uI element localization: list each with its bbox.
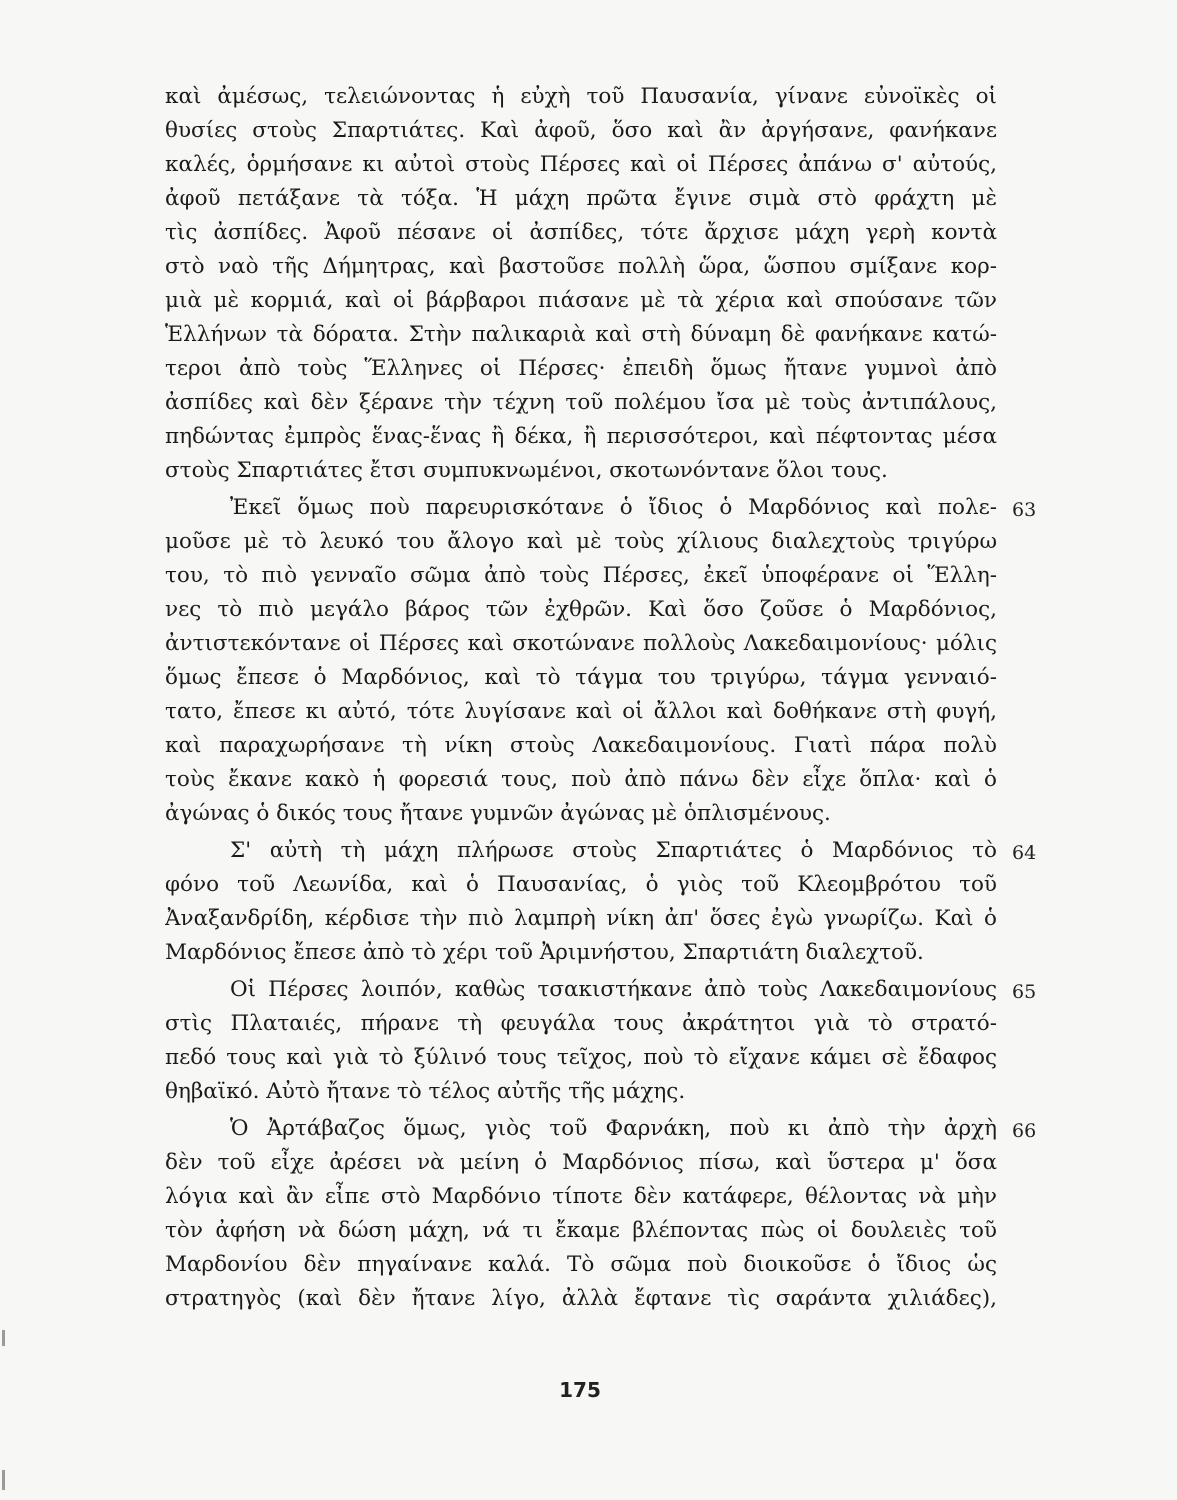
scan-edge-mark	[2, 1470, 5, 1490]
text-line: του, τὸ πιὸ γενναῖο σῶμα ἀπὸ τοὺς Πέρσες, ἐκεῖ ὑποφέρανε οἱ Ἕλλη-	[165, 563, 997, 588]
text-line: θηβαϊκό. Αὐτὸ ἤτανε τὸ τέλος αὐτῆς τῆς μάχης.	[165, 1079, 686, 1104]
text-line: στοὺς Σπαρτιάτες ἔτσι συμπυκνωμένοι, σκοτωνόντανε ὅλοι τους.	[165, 458, 888, 483]
text-line: στὶς Πλαταιές, πήρανε τὴ φευγάλα τους ἀκράτητοι γιὰ τὸ στρατό-	[165, 1011, 997, 1036]
text-line: Μαρδονίου δὲν πηγαίνανε καλά. Τὸ σῶμα ποὺ διοικοῦσε ὁ ἴδιος ὡς	[165, 1252, 997, 1277]
text-line: φόνο τοῦ Λεωνίδα, καὶ ὁ Παυσανίας, ὁ γιὸς τοῦ Κλεομβρότου τοῦ	[165, 872, 997, 897]
text-line: Ὁ Ἀρτάβαζος ὅμως, γιὸς τοῦ Φαρνάκη, ποὺ κι ἀπὸ τὴν ἀρχὴ	[230, 1116, 997, 1141]
text-line: μοῦσε μὲ τὸ λευκό του ἄλογο καὶ μὲ τοὺς χίλιους διαλεχτοὺς τριγύρω	[165, 529, 997, 554]
text-line: τατο, ἔπεσε κι αὐτό, τότε λυγίσανε καὶ οἱ ἄλλοι καὶ δοθήκανε στὴ φυγή,	[165, 699, 997, 724]
text-line: δὲν τοῦ εἶχε ἀρέσει νὰ μείνη ὁ Μαρδόνιος πίσω, καὶ ὕστερα μ' ὅσα	[165, 1150, 997, 1175]
text-line: στρατηγὸς (καὶ δὲν ἤτανε λίγο, ἀλλὰ ἔφτανε τὶς σαράντα χιλιάδες),	[165, 1286, 997, 1311]
text-line: καὶ ἀμέσως, τελειώνοντας ἡ εὐχὴ τοῦ Παυσανία, γίνανε εὐνοϊκὲς οἱ	[165, 84, 997, 109]
text-line: Μαρδόνιος ἔπεσε ἀπὸ τὸ χέρι τοῦ Ἀριμνήστου, Σπαρτιάτη διαλεχτοῦ.	[165, 940, 924, 965]
text-line: ἀγώνας ὁ δικός τους ἤτανε γυμνῶν ἀγώνας μὲ ὁπλισμένους.	[165, 801, 831, 826]
text-line: λόγια καὶ ἂν εἶπε στὸ Μαρδόνιο τίποτε δὲν κατάφερε, θέλοντας νὰ μὴν	[165, 1184, 997, 1209]
text-line: τοὺς ἔκανε κακὸ ἡ φορεσιά τους, ποὺ ἀπὸ πάνω δὲν εἶχε ὅπλα· καὶ ὁ	[165, 767, 997, 792]
section-number: 65	[1012, 981, 1037, 1003]
text-line: πηδώντας ἐμπρὸς ἕνας-ἕνας ἢ δέκα, ἢ περισσότεροι, καὶ πέφτοντας μέσα	[165, 424, 997, 449]
text-line: μιὰ μὲ κορμιά, καὶ οἱ βάρβαροι πιάσανε μὲ τὰ χέρια καὶ σπούσανε τῶν	[165, 288, 997, 313]
text-line: Ἑλλήνων τὰ δόρατα. Στὴν παλικαριὰ καὶ στὴ δύναμη δὲ φανήκανε κατώ-	[165, 322, 997, 347]
text-line: πεδό τους καὶ γιὰ τὸ ξύλινό τους τεῖχος, ποὺ τὸ εἴχανε κάμει σὲ ἔδαφος	[165, 1045, 997, 1070]
text-line: καὶ παραχωρήσανε τὴ νίκη στοὺς Λακεδαιμονίους. Γιατὶ πάρα πολὺ	[165, 733, 997, 758]
text-line: ὅμως ἔπεσε ὁ Μαρδόνιος, καὶ τὸ τάγμα του τριγύρω, τάγμα γενναιό-	[165, 665, 997, 690]
text-line: ἀφοῦ πετάξανε τὰ τόξα. Ἡ μάχη πρῶτα ἔγινε σιμὰ στὸ φράχτη μὲ	[165, 186, 997, 211]
text-line: ἀντιστεκόντανε οἱ Πέρσες καὶ σκοτώνανε πολλοὺς Λακεδαιμονίους· μόλις	[165, 631, 997, 656]
text-line: τὸν ἀφήση νὰ δώση μάχη, νά τι ἔκαμε βλέποντας πὼς οἱ δουλειὲς τοῦ	[165, 1218, 997, 1243]
text-line: στὸ ναὸ τῆς Δήμητρας, καὶ βαστοῦσε πολλὴ ὥρα, ὥσπου σμίξανε κορ-	[165, 254, 997, 279]
text-line: τεροι ἀπὸ τοὺς Ἕλληνες οἱ Πέρσες· ἐπειδὴ ὅμως ἤτανε γυμνοὶ ἀπὸ	[165, 356, 997, 381]
text-line: τὶς ἀσπίδες. Ἀφοῦ πέσανε οἱ ἀσπίδες, τότε ἄρχισε μάχη γερὴ κοντὰ	[165, 220, 997, 245]
text-line: καλές, ὁρμήσανε κι αὐτοὶ στοὺς Πέρσες καὶ οἱ Πέρσες ἀπάνω σ' αὐτούς,	[165, 152, 997, 177]
section-number: 64	[1012, 842, 1037, 864]
text-line: Ἀναξανδρίδη, κέρδισε τὴν πιὸ λαμπρὴ νίκη ἀπ' ὅσες ἐγὼ γνωρίζω. Καὶ ὁ	[165, 906, 997, 931]
section-number: 66	[1012, 1120, 1037, 1142]
text-line: Οἱ Πέρσες λοιπόν, καθὼς τσακιστήκανε ἀπὸ τοὺς Λακεδαιμονίους	[230, 977, 997, 1002]
page-number: 175	[559, 1378, 601, 1402]
text-line: ἀσπίδες καὶ δὲν ξέρανε τὴν τέχνη τοῦ πολέμου ἴσα μὲ τοὺς ἀντιπάλους,	[165, 390, 997, 415]
text-line: Ἐκεῖ ὅμως ποὺ παρευρισκότανε ὁ ἴδιος ὁ Μαρδόνιος καὶ πολε-	[230, 495, 997, 520]
scan-edge-mark	[2, 1330, 5, 1346]
text-line: Σ' αὐτὴ τὴ μάχη πλήρωσε στοὺς Σπαρτιάτες ὁ Μαρδόνιος τὸ	[230, 838, 997, 863]
text-line: θυσίες στοὺς Σπαρτιάτες. Καὶ ἀφοῦ, ὅσο καὶ ἂν ἀργήσανε, φανήκανε	[165, 118, 997, 143]
section-number: 63	[1012, 499, 1037, 521]
text-line: νες τὸ πιὸ μεγάλο βάρος τῶν ἐχθρῶν. Καὶ ὅσο ζοῦσε ὁ Μαρδόνιος,	[165, 597, 997, 622]
